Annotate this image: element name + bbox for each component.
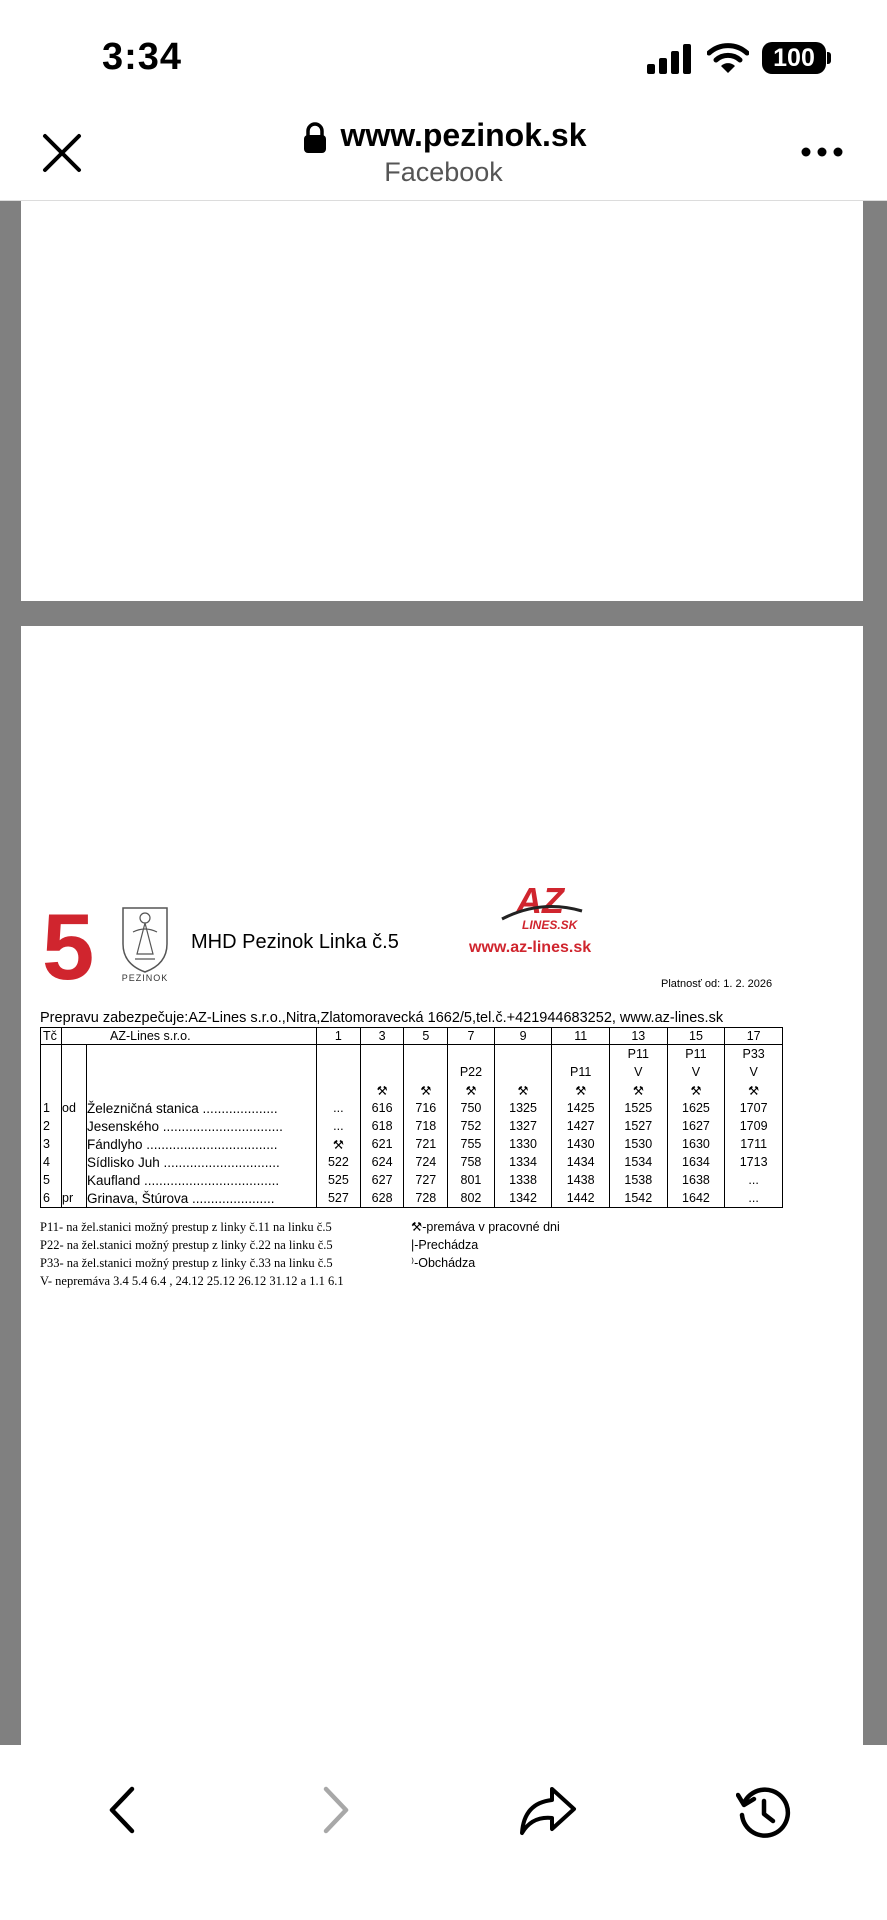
- departure-time: 802: [448, 1189, 495, 1208]
- pdf-page-2: [21, 626, 863, 1746]
- stop-order: 2: [41, 1117, 62, 1135]
- departure-time: ⚒: [317, 1135, 361, 1153]
- bottom-toolbar: [0, 1745, 887, 1920]
- departure-time: 727: [404, 1171, 448, 1189]
- stop-name: Sídlisko Juh ...............................: [87, 1153, 317, 1171]
- departure-time: 628: [360, 1189, 404, 1208]
- trip-number: 13: [610, 1028, 668, 1045]
- url-text: www.pezinok.sk: [340, 117, 587, 153]
- departure-time: 1713: [725, 1153, 783, 1171]
- stop-order: 6: [41, 1189, 62, 1208]
- legend: [411, 1218, 560, 1272]
- az-lines-logo: [496, 879, 586, 933]
- history-icon[interactable]: [736, 1785, 792, 1841]
- departure-time: 1330: [494, 1135, 552, 1153]
- timetable: [40, 1027, 783, 1208]
- status-bar: [0, 0, 887, 105]
- share-icon[interactable]: [518, 1785, 578, 1837]
- az-lines-url[interactable]: www.az-lines.sk: [469, 939, 592, 956]
- departure-time: 1707: [725, 1099, 783, 1117]
- departure-time: 1425: [552, 1099, 610, 1117]
- departure-time: 1442: [552, 1189, 610, 1208]
- wifi-icon: [707, 42, 749, 74]
- departure-time: 724: [404, 1153, 448, 1171]
- trip-number: 17: [725, 1028, 783, 1045]
- departure-time: 1427: [552, 1117, 610, 1135]
- trip-number: 11: [552, 1028, 610, 1045]
- stop-name: Jesenského ................................: [87, 1117, 317, 1135]
- stop-direction: pr: [62, 1189, 87, 1208]
- trip-note: [360, 1045, 404, 1064]
- stop-order: 1: [41, 1099, 62, 1117]
- departure-time: 1538: [610, 1171, 668, 1189]
- departure-time: 1642: [667, 1189, 725, 1208]
- departure-time: ...: [317, 1099, 361, 1117]
- browser-header: [0, 105, 887, 201]
- stop-row: [41, 1189, 783, 1208]
- stop-direction: [62, 1135, 87, 1153]
- tc-header: Tč: [41, 1028, 62, 1045]
- trip-note: [360, 1063, 404, 1081]
- status-time: 3:34: [102, 36, 183, 78]
- departure-time: 728: [404, 1189, 448, 1208]
- trip-note: [494, 1045, 552, 1064]
- legend-item: ⚒-premáva v pracovné dni: [411, 1220, 560, 1234]
- trip-note: V: [610, 1063, 668, 1081]
- workday-icon: ⚒: [610, 1081, 668, 1099]
- departure-time: 1634: [667, 1153, 725, 1171]
- departure-time: 1430: [552, 1135, 610, 1153]
- workday-icon: ⚒: [667, 1081, 725, 1099]
- departure-time: 618: [360, 1117, 404, 1135]
- battery-indicator: 100: [762, 42, 826, 74]
- departure-time: 527: [317, 1189, 361, 1208]
- departure-time: 755: [448, 1135, 495, 1153]
- stop-row: [41, 1171, 783, 1189]
- departure-time: 721: [404, 1135, 448, 1153]
- line-number: 5: [42, 894, 95, 999]
- stop-name: Kaufland ....................................: [87, 1171, 317, 1189]
- departure-time: 1338: [494, 1171, 552, 1189]
- footnote: P33- na žel.stanici možný prestup z linky č.33 na linku č.5: [40, 1256, 333, 1270]
- departure-time: 1327: [494, 1117, 552, 1135]
- departure-time: 1627: [667, 1117, 725, 1135]
- stop-direction: [62, 1117, 87, 1135]
- stop-order: 5: [41, 1171, 62, 1189]
- stop-direction: [62, 1153, 87, 1171]
- departure-time: 627: [360, 1171, 404, 1189]
- departure-time: 1530: [610, 1135, 668, 1153]
- lock-icon: [303, 122, 327, 154]
- svg-text:AZ: AZ: [516, 880, 564, 921]
- footnote: V- nepremáva 3.4 5.4 6.4 , 24.12 25.12 26.12 31.12 a 1.1 6.1: [40, 1274, 344, 1288]
- departure-time: 750: [448, 1099, 495, 1117]
- departure-time: 525: [317, 1171, 361, 1189]
- trip-number: 15: [667, 1028, 725, 1045]
- stop-direction: od: [62, 1099, 87, 1117]
- departure-time: 1325: [494, 1099, 552, 1117]
- back-icon[interactable]: [104, 1785, 140, 1835]
- departure-time: 752: [448, 1117, 495, 1135]
- workday-icon: [317, 1081, 361, 1099]
- departure-time: 718: [404, 1117, 448, 1135]
- trip-number: 7: [448, 1028, 495, 1045]
- trip-note: V: [725, 1063, 783, 1081]
- forward-icon[interactable]: [318, 1785, 354, 1835]
- footnotes: [40, 1218, 344, 1290]
- note-row: [41, 1045, 783, 1064]
- departure-time: 616: [360, 1099, 404, 1117]
- url-display[interactable]: [0, 117, 887, 154]
- trip-number: 9: [494, 1028, 552, 1045]
- stop-name: Železničná stanica ....................: [87, 1099, 317, 1117]
- departure-time: 1527: [610, 1117, 668, 1135]
- departure-time: 801: [448, 1171, 495, 1189]
- workday-icon: ⚒: [404, 1081, 448, 1099]
- validity-date: Platnosť od: 1. 2. 2026: [661, 978, 773, 990]
- workday-icon: ⚒: [448, 1081, 495, 1099]
- trip-note: P22: [448, 1063, 495, 1081]
- departure-time: 1542: [610, 1189, 668, 1208]
- departure-time: 621: [360, 1135, 404, 1153]
- trip-note: P11: [667, 1045, 725, 1064]
- trip-number: 1: [317, 1028, 361, 1045]
- trip-number: 3: [360, 1028, 404, 1045]
- departure-time: 716: [404, 1099, 448, 1117]
- stop-direction: [62, 1171, 87, 1189]
- trip-note: P11: [552, 1063, 610, 1081]
- source-label: Facebook: [384, 157, 503, 187]
- stop-name: Fándlyho ...................................: [87, 1135, 317, 1153]
- footnote: P11- na žel.stanici možný prestup z linky č.11 na linku č.5: [40, 1220, 332, 1234]
- departure-time: 1709: [725, 1117, 783, 1135]
- more-options-icon[interactable]: [800, 145, 844, 159]
- stop-name: Grinava, Štúrova ......................: [87, 1189, 317, 1208]
- departure-time: ...: [725, 1189, 783, 1208]
- note-row: [41, 1063, 783, 1081]
- workday-icon: ⚒: [494, 1081, 552, 1099]
- departure-time: 522: [317, 1153, 361, 1171]
- pdf-page-1: [21, 201, 863, 601]
- stop-row: [41, 1099, 783, 1117]
- trip-number: 5: [404, 1028, 448, 1045]
- trip-note: V: [667, 1063, 725, 1081]
- legend-item: ⁾-Obchádza: [411, 1256, 476, 1270]
- legend-item: |-Prechádza: [411, 1238, 479, 1252]
- trip-note: [552, 1045, 610, 1064]
- trip-note: [494, 1063, 552, 1081]
- departure-time: 1434: [552, 1153, 610, 1171]
- document-title: MHD Pezinok Linka č.5: [191, 931, 399, 953]
- stop-row: [41, 1117, 783, 1135]
- departure-time: 1534: [610, 1153, 668, 1171]
- departure-time: 1638: [667, 1171, 725, 1189]
- carrier-info: Prepravu zabezpečuje:AZ-Lines s.r.o.,Nitra,Zlatomoravecká 1662/5,tel.č.+421944683252, www.az-lines.sk: [40, 1010, 724, 1026]
- footnote: P22- na žel.stanici možný prestup z linky č.22 na linku č.5: [40, 1238, 333, 1252]
- trip-note: [317, 1045, 361, 1064]
- departure-time: ...: [317, 1117, 361, 1135]
- departure-time: 1342: [494, 1189, 552, 1208]
- pezinok-crest-icon: [119, 904, 171, 974]
- trip-note: [404, 1045, 448, 1064]
- trip-note: P33: [725, 1045, 783, 1064]
- stop-row: [41, 1135, 783, 1153]
- departure-time: 1711: [725, 1135, 783, 1153]
- departure-time: 1438: [552, 1171, 610, 1189]
- note-row: [41, 1081, 783, 1099]
- svg-text:LINES.SK: LINES.SK: [522, 918, 578, 932]
- trip-note: P11: [610, 1045, 668, 1064]
- departure-time: 1525: [610, 1099, 668, 1117]
- workday-icon: ⚒: [360, 1081, 404, 1099]
- departure-time: ...: [725, 1171, 783, 1189]
- stop-order: 3: [41, 1135, 62, 1153]
- trip-note: [448, 1045, 495, 1064]
- departure-time: 624: [360, 1153, 404, 1171]
- departure-time: 1625: [667, 1099, 725, 1117]
- workday-icon: ⚒: [552, 1081, 610, 1099]
- trip-note: [404, 1063, 448, 1081]
- battery-tip: [827, 52, 831, 64]
- departure-time: 1334: [494, 1153, 552, 1171]
- stop-row: [41, 1153, 783, 1171]
- carrier-header: AZ-Lines s.r.o.: [62, 1028, 317, 1045]
- workday-icon: ⚒: [725, 1081, 783, 1099]
- trip-note: [317, 1063, 361, 1081]
- crest-label: PEZINOK: [121, 973, 169, 983]
- departure-time: 758: [448, 1153, 495, 1171]
- departure-time: 1630: [667, 1135, 725, 1153]
- timetable-header-row: [41, 1028, 783, 1045]
- cellular-signal-icon: [647, 44, 693, 74]
- stop-order: 4: [41, 1153, 62, 1171]
